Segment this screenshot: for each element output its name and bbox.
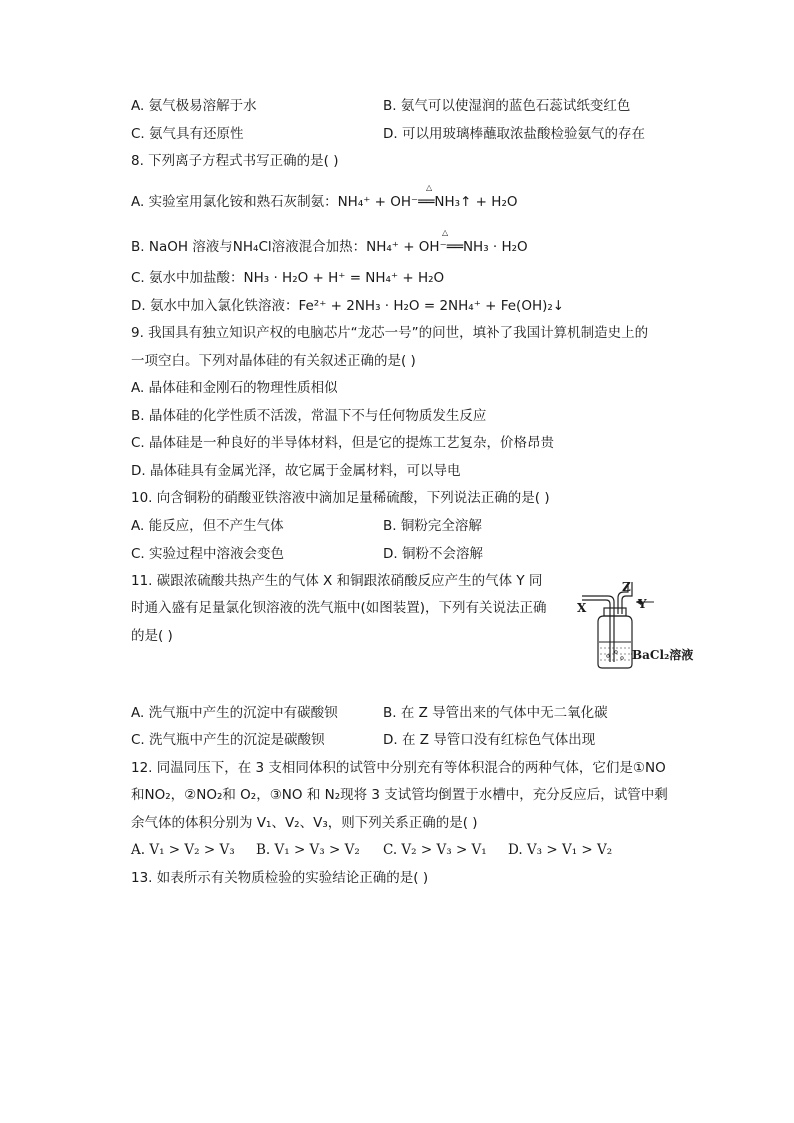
q11-stem-line1: 11. 碳跟浓硫酸共热产生的气体 X 和铜跟浓硝酸反应产生的气体 Y 同: [131, 573, 543, 589]
diagram-label-solution: BaCl₂溶液: [632, 648, 694, 662]
q7-option-b: B. 氨气可以使湿润的蓝色石蕊试纸变红色: [383, 98, 631, 114]
q8-option-a: [131, 183, 518, 212]
q11-option-b: B. 在 Z 导管出来的气体中无二氧化碳: [383, 705, 608, 721]
q12-option-d: D. V₃ > V₁ > V₂: [508, 842, 613, 858]
q9-option-d: D. 晶体硅具有金属光泽，故它属于金属材料，可以导电: [131, 463, 461, 479]
q10-stem: 10. 向含铜粉的硝酸亚铁溶液中滴加足量稀硫酸，下列说法正确的是( ): [131, 490, 550, 506]
q7-option-c: C. 氨气具有还原性: [131, 126, 244, 142]
q7-option-a: A. 氨气极易溶解于水: [131, 98, 257, 114]
q9-option-c: C. 晶体硅是一种良好的半导体材料，但是它的提炼工艺复杂，价格昂贵: [131, 435, 555, 451]
q11-stem-line3: 的是( ): [131, 628, 173, 644]
q11-option-d: D. 在 Z 导管口没有红棕色气体出现: [383, 732, 596, 748]
q8-stem: 8. 下列离子方程式书写正确的是( ): [131, 153, 339, 169]
q11-stem-line2: 时通入盛有足量氯化钡溶液的洗气瓶中(如图装置)，下列有关说法正确: [131, 600, 547, 616]
q9-option-a: A. 晶体硅和金刚石的物理性质相似: [131, 380, 338, 396]
q8-option-b-text: B. NaOH 溶液与NH₄Cl溶液混合加热：NH₄⁺ + OH⁻══NH₃ · H₂O: [131, 239, 528, 255]
q8-option-c: C. 氨水中加盐酸：NH₃ · H₂O + H⁺ = NH₄⁺ + H₂O: [131, 270, 445, 286]
q10-option-a: A. 能反应，但不产生气体: [131, 518, 284, 534]
q7-option-d: D. 可以用玻璃棒蘸取浓盐酸检验氨气的存在: [383, 126, 645, 142]
q12-stem-line2: 和NO₂，②NO₂和 O₂，③NO 和 N₂现将 3 支试管均倒置于水槽中，充分反应后，试管中剩: [131, 787, 668, 803]
heat-mark-b: △: [442, 228, 449, 237]
q8-option-b: [131, 228, 528, 257]
q10-option-c: C. 实验过程中溶液会变色: [131, 546, 285, 562]
diagram-label-y: Y: [638, 597, 647, 611]
q11-option-c: C. 洗气瓶中产生的沉淀是碳酸钡: [131, 732, 325, 748]
q8-option-a-text: A. 实验室用氯化铵和熟石灰制氨：NH₄⁺ + OH⁻══NH₃↑ + H₂O: [131, 194, 518, 210]
q10-option-d: D. 铜粉不会溶解: [383, 546, 483, 562]
q11-option-a: A. 洗气瓶中产生的沉淀中有碳酸钡: [131, 705, 338, 721]
q13-stem: 13. 如表所示有关物质检验的实验结论正确的是( ): [131, 870, 429, 886]
q10-option-b: B. 铜粉完全溶解: [383, 518, 482, 534]
q8-option-d: D. 氨水中加入氯化铁溶液：Fe²⁺ + 2NH₃ · H₂O = 2NH₄⁺ + Fe(OH)₂↓: [131, 298, 565, 314]
q12-option-c: C. V₂ > V₃ > V₁: [383, 842, 487, 858]
diagram-label-z: Z: [622, 580, 631, 594]
q12-option-b: B. V₁ > V₃ > V₂: [256, 842, 360, 858]
q12-option-a: A. V₁ > V₂ > V₃: [131, 842, 235, 858]
heat-mark-a: △: [426, 183, 433, 192]
q9-stem-line1: 9. 我国具有独立知识产权的电脑芯片“龙芯一号”的问世，填补了我国计算机制造史上的: [131, 325, 649, 341]
q9-option-b: B. 晶体硅的化学性质不活泼，常温下不与任何物质发生反应: [131, 408, 487, 424]
q12-stem-line1: 12. 同温同压下，在 3 支相同体积的试管中分别充有等体积混合的两种气体，它们是①NO: [131, 760, 666, 776]
diagram-label-x: X: [577, 601, 587, 615]
q9-stem-line2: 一项空白。下列对晶体硅的有关叙述正确的是( ): [131, 353, 416, 369]
q12-stem-line3: 余气体的体积分别为 V₁、V₂、V₃，则下列关系正确的是( ): [131, 815, 478, 831]
